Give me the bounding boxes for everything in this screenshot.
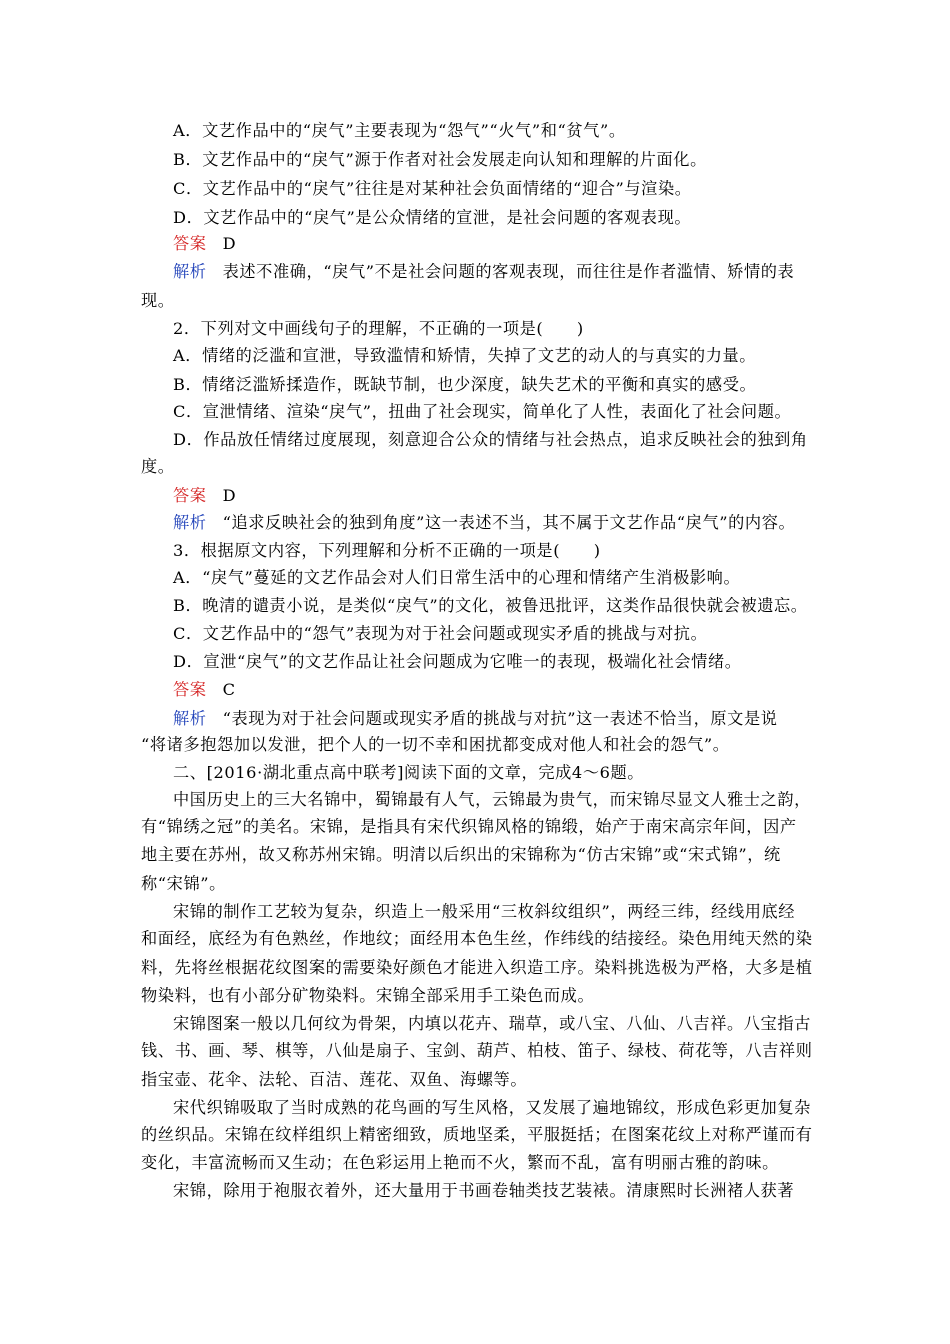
q2-option-a: A．情绪的泛滥和宣泄，导致滥情和矫情，失掉了文艺的动人的与真实的力量。 [173,346,757,365]
answer-label: 答案 [173,486,207,505]
paragraph-2-line: 和面经，底经为有色熟丝，作地纹；面经用本色生丝，作纬线的结接经。染色用纯天然的染 [141,929,813,948]
q2-analysis-line [173,513,795,533]
paragraph-3-line: 钱、书、画、琴、棋等，八仙是扇子、宝剑、葫芦、柏枝、笛子、绿枝、荷花等，八吉祥则 [141,1041,813,1060]
q2-option-d-cont: 度。 [141,457,175,476]
paragraph-4-line: 的丝织品。宋锦在纹样组织上精密细致，质地坚柔，平服挺括；在图案花纹上对称严谨而有 [141,1125,813,1144]
q1-option-b: B．文艺作品中的“戾气”源于作者对社会发展走向认知和理解的片面化。 [173,150,707,169]
q3-answer-line [173,680,236,700]
q3-analysis-line [173,709,778,729]
paragraph-1-line: 称“宋锦”。 [141,874,226,893]
analysis-label: 解析 [173,262,207,281]
q3-option-a: A．“戾气”蔓延的文艺作品会对人们日常生活中的心理和情绪产生消极影响。 [173,568,741,587]
q3-analysis-cont: “将诸多抱怨加以发泄，把个人的一切不幸和困扰都变成对他人和社会的怨气”。 [141,735,730,754]
paragraph-2-line: 宋锦的制作工艺较为复杂，织造上一般采用“三枚斜纹组织”，两经三纬，经线用底经 [173,902,796,921]
paragraph-1-line: 地主要在苏州，故又称苏州宋锦。明清以后织出的宋锦称为“仿古宋锦”或“宋式锦”，统 [141,845,781,864]
answer-label: 答案 [173,234,207,253]
q2-stem: 2．下列对文中画线句子的理解，不正确的一项是( ) [173,319,584,338]
paragraph-2-line: 物染料，也有小部分矿物染料。宋锦全部采用手工染色而成。 [141,986,595,1005]
answer-value: D [222,486,237,505]
section-heading: 二、[2016·湖北重点高中联考]阅读下面的文章，完成4～6题。 [173,763,645,782]
paragraph-1-line: 中国历史上的三大名锦中，蜀锦最有人气，云锦最为贵气，而宋锦尽显文人雅士之韵， [173,790,811,809]
analysis-text: “表现为对于社会问题或现实矛盾的挑战与对抗”这一表述不恰当，原文是说 [222,709,778,728]
q2-option-b: B．情绪泛滥矫揉造作，既缺节制，也少深度，缺失艺术的平衡和真实的感受。 [173,375,757,394]
answer-value: C [222,680,236,699]
q3-stem: 3．根据原文内容，下列理解和分析不正确的一项是( ) [173,541,601,560]
paragraph-3-line: 指宝壶、花伞、法轮、百洁、莲花、双鱼、海螺等。 [141,1070,528,1089]
q3-option-b: B．晚清的谴责小说，是类似“戾气”的文化，被鲁迅批评，这类作品很快就会被遗忘。 [173,596,808,615]
q1-option-c: C．文艺作品中的“戾气”往往是对某种社会负面情绪的“迎合”与渲染。 [173,179,692,198]
analysis-label: 解析 [173,709,207,728]
q1-analysis-line [173,262,794,282]
answer-label: 答案 [173,680,207,699]
analysis-text: 表述不准确，“戾气”不是社会问题的客观表现，而往往是作者滥情、矫情的表 [222,262,795,281]
paragraph-1-line: 有“锦绣之冠”的美名。宋锦，是指具有宋代织锦风格的锦缎，始产于南宋高宗年间，因产 [141,817,797,836]
paragraph-4-line: 变化，丰富流畅而又生动；在色彩运用上艳而不火，繁而不乱，富有明丽古雅的韵味。 [141,1153,779,1172]
q1-option-a: A．文艺作品中的“戾气”主要表现为“怨气”“火气”和“贫气”。 [173,121,626,140]
q1-analysis-cont: 现。 [141,291,175,310]
analysis-text: “追求反映社会的独到角度”这一表述不当，其不属于文艺作品“戾气”的内容。 [222,513,796,532]
q2-option-c: C．宣泄情绪、渲染“戾气”，扭曲了社会现实，简单化了人性，表面化了社会问题。 [173,402,792,421]
q2-answer-line [173,486,236,506]
paragraph-2-line: 料，先将丝根据花纹图案的需要染好颜色才能进入织造工序。染料挑选极为严格，大多是植 [141,958,813,977]
q3-option-c: C．文艺作品中的“怨气”表现为对于社会问题或现实矛盾的挑战与对抗。 [173,624,708,643]
q2-option-d: D．作品放任情绪过度展现，刻意迎合公众的情绪与社会热点，追求反映社会的独到角 [173,430,808,449]
q3-option-d: D．宣泄“戾气”的文艺作品让社会问题成为它唯一的表现，极端化社会情绪。 [173,652,742,671]
paragraph-5-line: 宋锦，除用于袍服衣着外，还大量用于书画卷轴类技艺装裱。清康熙时长洲褚人获著 [173,1181,795,1200]
paragraph-3-line: 宋锦图案一般以几何纹为骨架，内填以花卉、瑞草，或八宝、八仙、八吉祥。八宝指古 [173,1014,811,1033]
q1-answer-line [173,234,236,254]
q1-option-d: D．文艺作品中的“戾气”是公众情绪的宣泄，是社会问题的客观表现。 [173,208,692,227]
analysis-label: 解析 [173,513,207,532]
answer-value: D [222,234,237,253]
paragraph-4-line: 宋代织锦吸取了当时成熟的花鸟画的写生风格，又发展了遍地锦纹，形成色彩更加复杂 [173,1098,811,1117]
